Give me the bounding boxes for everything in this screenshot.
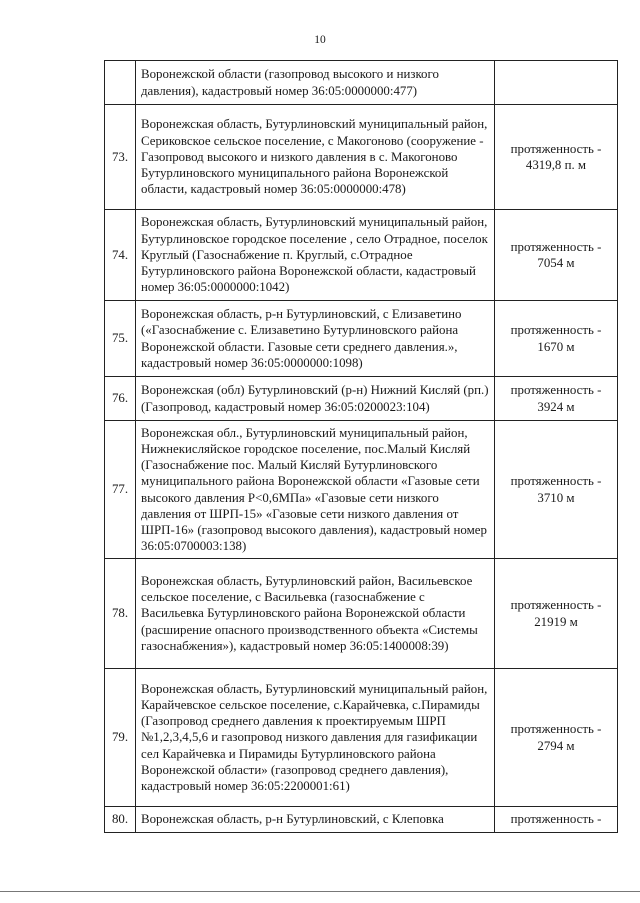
table-row (105, 669, 618, 807)
row-number: 73. (105, 105, 136, 210)
table-row (105, 301, 618, 377)
row-length: протяженность - 3710 м (495, 421, 618, 559)
row-number: 76. (105, 377, 136, 421)
row-length: протяженность - 1670 м (495, 301, 618, 377)
table-row (105, 377, 618, 421)
table-row (105, 210, 618, 301)
row-number: 77. (105, 421, 136, 559)
table-row (105, 421, 618, 559)
row-number: 75. (105, 301, 136, 377)
row-number: 80. (105, 807, 136, 833)
row-length: протяженность - 21919 м (495, 559, 618, 669)
row-length: протяженность - 7054 м (495, 210, 618, 301)
page-bottom-divider (0, 891, 640, 892)
row-description: Воронежская область, р-н Бутурлиновский, с Клеповка (136, 807, 495, 833)
row-number: 79. (105, 669, 136, 807)
row-length: протяженность - 2794 м (495, 669, 618, 807)
row-description: Воронежская область, Бутурлиновский муниципальный район, Сериковское сельское поселение, с Макогоново (сооружение - Газопровод высокого и низкого давления в с. Макогоново Бутурлиновского муниципального района Воронежской области, кадастровый номер 36:05:0000000:478) (136, 105, 495, 210)
row-description: Воронежской области (газопровод высокого и низкого давления), кадастровый номер 36:05:0000000:477) (136, 61, 495, 105)
table-row (105, 61, 618, 105)
objects-table (104, 60, 618, 833)
table-row (105, 105, 618, 210)
row-length: протяженность - (495, 807, 618, 833)
row-number: 74. (105, 210, 136, 301)
row-description: Воронежская обл., Бутурлиновский муниципальный район, Нижнекисляйское городское поселение, пос.Малый Кисляй (Газоснабжение пос. Малый Кисляй Бутурлиновского муниципального района Воронежской области «Газовые сети высокого давления Р<0,6МПа» «Газовые сети низкого давления от ШРП-15» «Газовые сети низкого давления от ШРП-16» (газопровод высокого давления), кадастровый номер 36:05:0700003:138) (136, 421, 495, 559)
row-description: Воронежская область, Бутурлиновский район, Васильевское сельское поселение, с Васильевка (газоснабжение с Васильевка Бутурлиновского района Воронежской области (расширение опасного производственного объекта «Системы газоснабжения»), кадастровый номер 36:05:1400008:39) (136, 559, 495, 669)
table-row (105, 807, 618, 833)
row-number (105, 61, 136, 105)
row-description: Воронежская (обл) Бутурлиновский (р-н) Нижний Кисляй (рп.) (Газопровод, кадастровый номер 36:05:0200023:104) (136, 377, 495, 421)
row-description: Воронежская область, Бутурлиновский муниципальный район, Карайчевское сельское поселение, с.Карайчевка, с.Пирамиды (Газопровод среднего давления к проектируемым ШРП №1,2,3,4,5,6 и газопровод низкого давления для газификации сел Карайчевка и Пирамиды Бутурлиновского района Воронежской области» (газопровод среднего давления), кадастровый номер 36:05:2200001:61) (136, 669, 495, 807)
row-length: протяженность - 4319,8 п. м (495, 105, 618, 210)
row-number: 78. (105, 559, 136, 669)
table-row (105, 559, 618, 669)
page-number: 10 (314, 34, 326, 46)
row-description: Воронежская область, р-н Бутурлиновский, с Елизаветино («Газоснабжение с. Елизаветино Бутурлиновского района Воронежской области. Газовые сети среднего давления.», кадастровый номер 36:05:0000000:1098) (136, 301, 495, 377)
row-length (495, 61, 618, 105)
row-length: протяженность - 3924 м (495, 377, 618, 421)
row-description: Воронежская область, Бутурлиновский муниципальный район, Бутурлиновское городское поселение , село Отрадное, поселок Круглый (Газоснабжение п. Круглый, с.Отрадное Бутурлиновского района Воронежской области, кадастровый номер 36:05:0000000:1042) (136, 210, 495, 301)
